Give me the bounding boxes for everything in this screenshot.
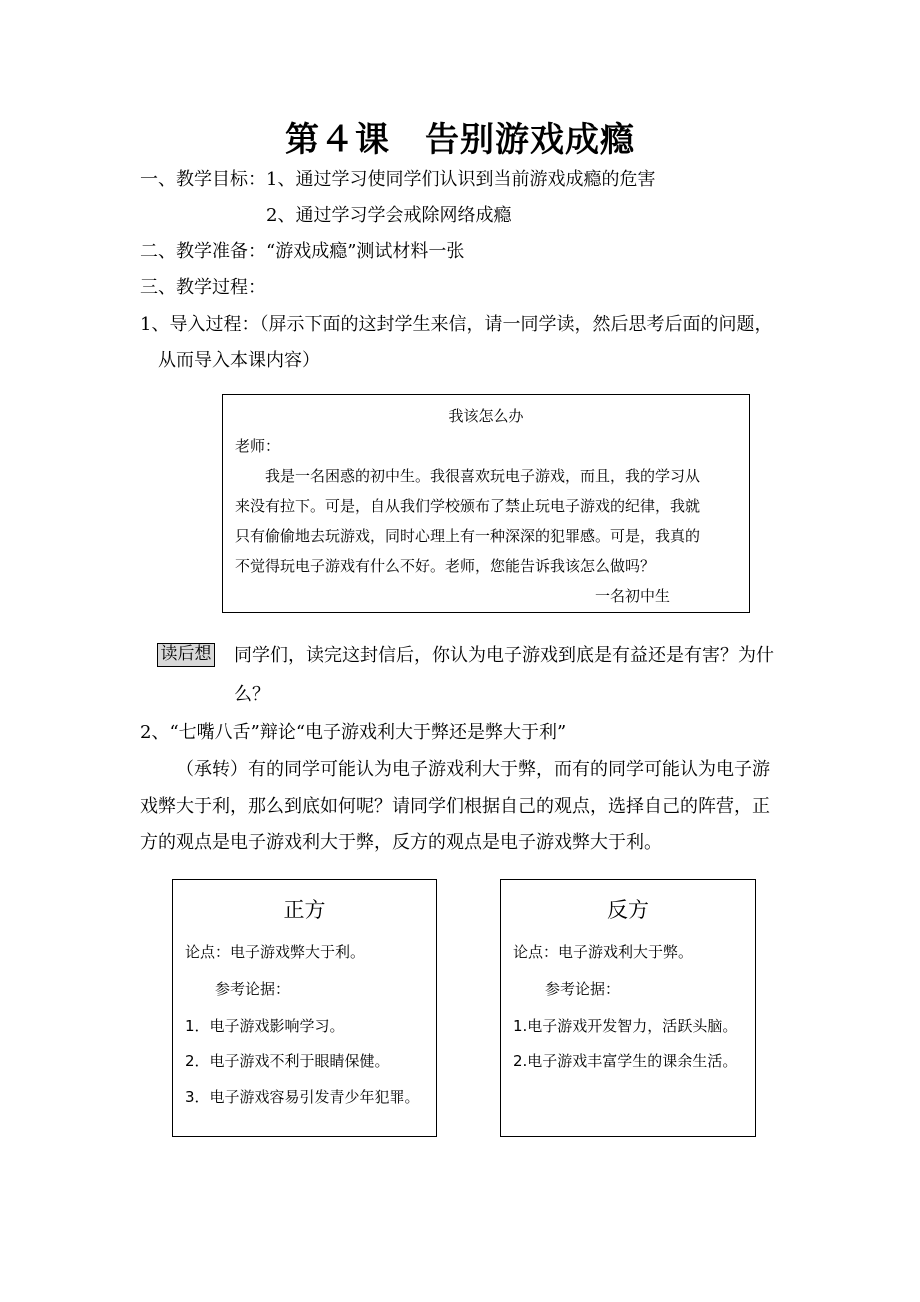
con-title: 反方 <box>607 898 649 922</box>
intro-line-2: 从而导入本课内容） <box>158 350 320 371</box>
letter-signature: 一名初中生 <box>595 587 671 605</box>
con-point: 2.电子游戏丰富学生的课余生活。 <box>513 1052 738 1070</box>
pro-point: 2．电子游戏不利于眼睛保健。 <box>185 1052 390 1070</box>
letter-line: 不觉得玩电子游戏有什么不好。老师，您能告诉我该怎么做吗？ <box>235 557 656 575</box>
objectives-label: 一、教学目标： <box>140 169 266 190</box>
process-label: 三、教学过程： <box>140 277 266 298</box>
debate-paragraph-line: 方的观点是电子游戏利大于弊，反方的观点是电子游戏弊大于利。 <box>140 832 662 853</box>
objective-item-2: 2、通过学习学会戒除网络成瘾 <box>266 205 512 226</box>
pro-reference-label: 参考论据： <box>215 980 291 998</box>
letter-title: 我该怎么办 <box>448 407 524 425</box>
student-letter <box>222 394 750 613</box>
pro-title: 正方 <box>283 898 326 922</box>
letter-line: 来没有拉下。可是，自从我们学校颁布了禁止玩电子游戏的纪律，我就 <box>235 497 701 515</box>
letter-salutation: 老师： <box>235 437 281 455</box>
letter-line: 我是一名困惑的初中生。我很喜欢玩电子游戏，而且，我的学习从 <box>265 467 701 485</box>
reflection-question-line-2: 么？ <box>234 684 270 705</box>
reflection-tag: 读后想 <box>157 643 215 667</box>
pro-point: 1．电子游戏影响学习。 <box>185 1017 345 1035</box>
reflection-question-line-1: 同学们，读完这封信后，你认为电子游戏到底是有益还是有害？为什 <box>234 645 774 666</box>
page-title: 第４课 告别游戏成瘾 <box>285 120 635 160</box>
con-point: 1.电子游戏开发智力，活跃头脑。 <box>513 1017 738 1035</box>
objective-item-1: 1、通过学习使同学们认识到当前游戏成瘾的危害 <box>266 169 656 190</box>
debate-paragraph-line: （承转）有的同学可能认为电子游戏利大于弊，而有的同学可能认为电子游 <box>176 759 770 780</box>
con-side-box <box>500 879 756 1137</box>
preparation-line: 二、教学准备：“游戏成瘾”测试材料一张 <box>140 241 465 262</box>
con-thesis: 论点：电子游戏利大于弊。 <box>513 943 694 961</box>
debate-paragraph-line: 戏弊大于利，那么到底如何呢？请同学们根据自己的观点，选择自己的阵营，正 <box>140 796 770 817</box>
debate-heading: 2、“七嘴八舌”辩论“电子游戏利大于弊还是弊大于利” <box>140 722 567 743</box>
intro-line-1: 1、导入过程：（屏示下面的这封学生来信，请一同学读，然后思考后面的问题， <box>140 314 773 335</box>
letter-line: 只有偷偷地去玩游戏，同时心理上有一种深深的犯罪感。可是，我真的 <box>235 527 701 545</box>
pro-point: 3．电子游戏容易引发青少年犯罪。 <box>185 1088 420 1106</box>
pro-side-box <box>172 879 437 1137</box>
con-reference-label: 参考论据： <box>545 980 621 998</box>
pro-thesis: 论点：电子游戏弊大于利。 <box>185 943 366 961</box>
